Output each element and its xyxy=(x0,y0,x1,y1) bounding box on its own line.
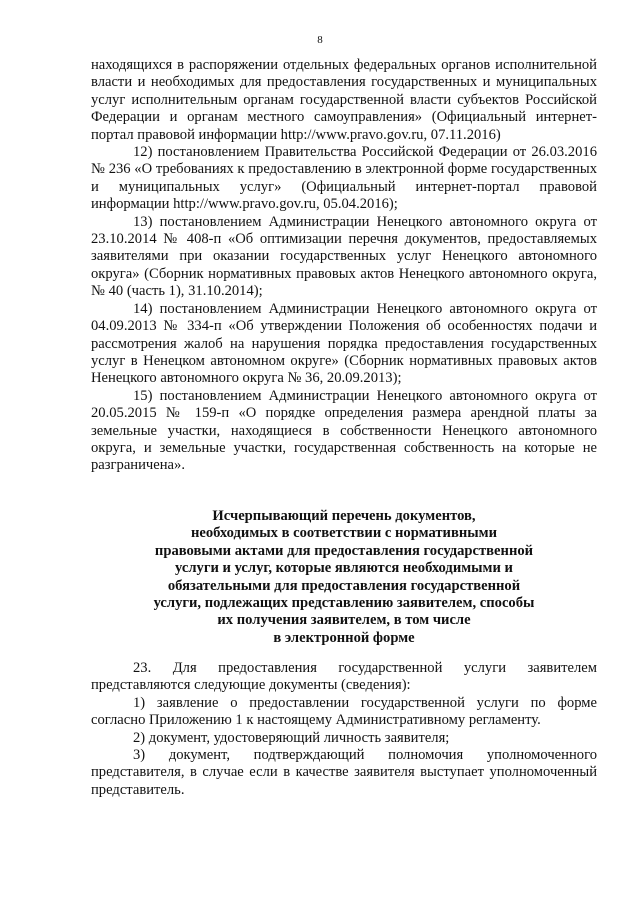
heading-line: в электронной форме xyxy=(273,629,415,646)
page-number: 8 xyxy=(317,34,323,46)
paragraph-item-23: 23. Для предоставления государственной услуги заявителем представляются следующие документы (сведения): xyxy=(91,660,597,694)
heading-line: необходимых в соответствии с нормативными xyxy=(191,525,497,542)
paragraph-item-12: 12) постановлением Правительства Российской Федерации от 26.03.2016 № 236 «О требованиях к предоставлению в электронной форме государственных и муниципальных услуг» (Официальный интернет-портал правовой информации http://www.pravo.gov.ru, 05.04.2016); xyxy=(91,144,597,213)
heading-line: услуги и услуг, которые являются необходимыми и xyxy=(175,560,513,577)
legal-acts-list xyxy=(91,57,597,475)
heading-line: Исчерпывающий перечень документов, xyxy=(212,508,476,524)
heading-line: услуги, подлежащих представлению заявителем, способы xyxy=(153,595,535,612)
paragraph-item-14: 14) постановлением Администрации Ненецкого автономного округа от 04.09.2013 № 334-п «Об утверждении Положения об особенностях подачи и рассмотрения жалоб на нарушения порядка предоставления государственных услуг в Ненецком автономном округе» (Сборник нормативных правовых актов Ненецкого автономного округа № 36, 20.09.2013); xyxy=(91,300,597,387)
heading-line: их получения заявителем, в том числе xyxy=(217,612,471,629)
heading-line: правовыми актами для предоставления государственной xyxy=(154,542,534,559)
paragraph-subitem-2: 2) документ, удостоверяющий личность заявителя; xyxy=(133,729,450,746)
heading-line: обязательными для предоставления государственной xyxy=(167,577,521,594)
paragraph-subitem-3: 3) документ, подтверждающий полномочия уполномоченного представителя, в случае если в качестве заявителя выступает уполномоченный представитель. xyxy=(91,747,597,798)
paragraph-subitem-1: 1) заявление о предоставлении государственной услуги по форме согласно Приложению 1 к настоящему Административному регламенту. xyxy=(91,694,597,729)
section-heading xyxy=(91,508,597,647)
paragraph-continuation: находящихся в распоряжении отдельных федеральных органов исполнительной власти и необходимых для предоставления государственных и муниципальных услуг исполнительным органам государственной власти субъектов Российской Федерации и органам местного самоуправления» (Официальный интернет-портал правовой информации http://www.pravo.gov.ru, 07.11.2016) xyxy=(91,57,597,143)
paragraph-item-15: 15) постановлением Администрации Ненецкого автономного округа от 20.05.2015 № 159-п «О порядке определения размера арендной платы за земельные участки, находящиеся в собственности Ненецкого автономного округа, и земельные участки, государственная собственность на которые не разграничена». xyxy=(91,387,597,474)
paragraph-item-13: 13) постановлением Администрации Ненецкого автономного округа от 23.10.2014 № 408-п «Об оптимизации перечня документов, предоставляемых заявителями при оказании государственных услуг Ненецкого автономного округа» (Сборник нормативных правовых актов Ненецкого автономного округа, № 40 (часть 1), 31.10.2014); xyxy=(91,213,597,300)
documents-list xyxy=(91,660,597,799)
